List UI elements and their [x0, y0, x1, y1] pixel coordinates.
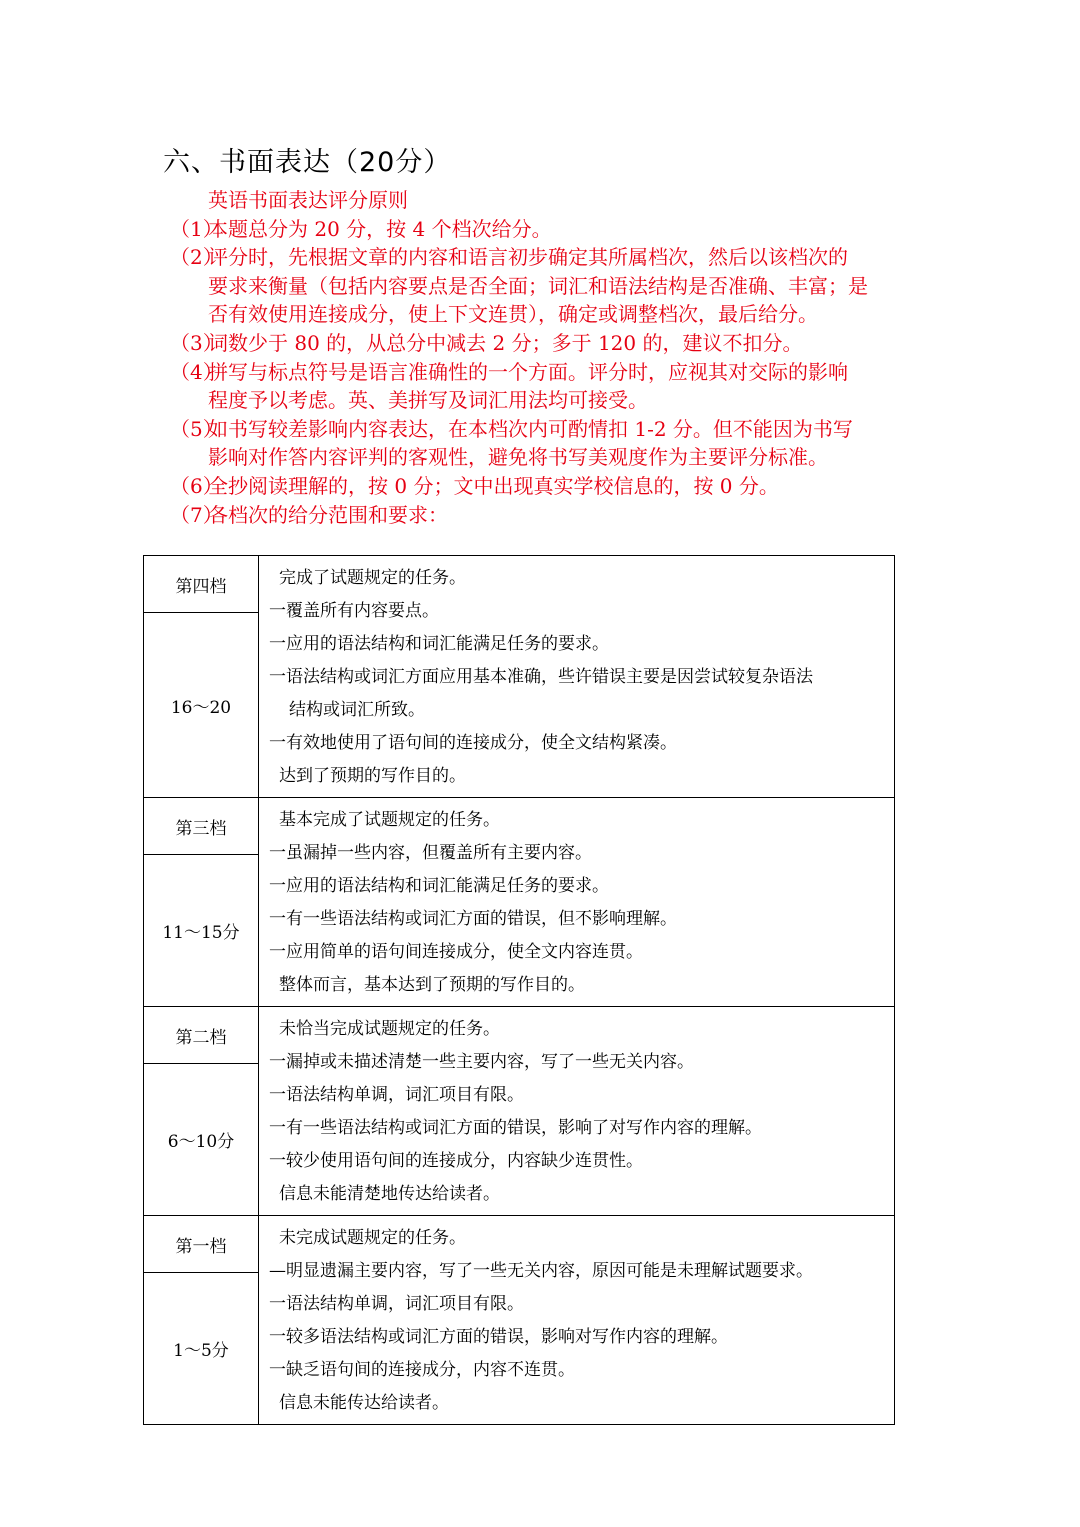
- principle-line: [170, 358, 930, 387]
- principle-number: （2）: [170, 245, 223, 270]
- rubric-band: [144, 1216, 894, 1424]
- principle-item: [170, 472, 930, 501]
- band-criterion: 一应用的语法结构和词汇能满足任务的要求。: [269, 634, 609, 654]
- principle-line: [170, 243, 930, 272]
- band-label-cell: [144, 798, 259, 1006]
- band-description: [259, 798, 894, 1006]
- band-name: 第二档: [144, 1007, 258, 1064]
- principle-line-continued: 否有效使用连接成分，使上下文连贯），确定或调整档次，最后给分。: [208, 302, 818, 327]
- principle-text: 拼写与标点符号是语言准确性的一个方面。评分时，应视其对交际的影响: [208, 359, 848, 384]
- principle-line-continued: 影响对作答内容评判的客观性，避免将书写美观度作为主要评分标准。: [208, 445, 828, 470]
- principle-text: 各档次的给分范围和要求：: [208, 502, 448, 527]
- principle-text: 词数少于 80 的，从总分中减去 2 分；多于 120 的，建议不扣分。: [208, 330, 803, 355]
- principle-item: [170, 501, 930, 530]
- principle-number: （6）: [170, 473, 223, 498]
- rubric-table: [143, 555, 895, 1425]
- band-criterion: 一有一些语法结构或词汇方面的错误，但不影响理解。: [269, 909, 677, 929]
- principle-line: [170, 415, 930, 444]
- band-criterion: 一应用简单的语句间连接成分，使全文内容连贯。: [269, 942, 643, 962]
- band-criterion: 一语法结构单调，词汇项目有限。: [269, 1085, 524, 1105]
- band-criterion: 整体而言，基本达到了预期的写作目的。: [279, 975, 585, 995]
- band-criterion: 一缺乏语句间的连接成分，内容不连贯。: [269, 1360, 575, 1380]
- principles-list: [170, 215, 930, 530]
- rubric-band: [144, 1007, 894, 1216]
- principle-line: [170, 215, 930, 244]
- band-criterion: 信息未能传达给读者。: [279, 1393, 449, 1413]
- principle-line-continued: 程度予以考虑。英、美拼写及词汇用法均可接受。: [208, 388, 648, 413]
- band-criterion: —明显遗漏主要内容，写了一些无关内容，原因可能是未理解试题要求。: [269, 1261, 813, 1281]
- principle-text: 评分时，先根据文章的内容和语言初步确定其所属档次，然后以该档次的: [208, 245, 848, 270]
- rubric-band: [144, 556, 894, 798]
- principle-item: [170, 415, 930, 472]
- band-criterion: 一漏掉或未描述清楚一些主要内容，写了一些无关内容。: [269, 1052, 694, 1072]
- band-name: 第一档: [144, 1216, 258, 1273]
- principle-line: [170, 472, 930, 501]
- band-criterion: 信息未能清楚地传达给读者。: [279, 1184, 500, 1204]
- band-description: [259, 556, 894, 797]
- band-criterion: 一语法结构单调，词汇项目有限。: [269, 1294, 524, 1314]
- band-criterion: 未恰当完成试题规定的任务。: [279, 1019, 500, 1039]
- principle-text: 如书写较差影响内容表达，在本档次内可酌情扣 1-2 分。但不能因为书写: [208, 416, 853, 441]
- band-criterion: 一有效地使用了语句间的连接成分，使全文结构紧凑。: [269, 733, 677, 753]
- principle-number: （5）: [170, 416, 223, 441]
- band-criterion: 结构或词汇所致。: [289, 700, 425, 720]
- band-criterion: 一较多语法结构或词汇方面的错误，影响对写作内容的理解。: [269, 1327, 728, 1347]
- principle-line: [170, 501, 930, 530]
- principle-item: [170, 243, 930, 329]
- band-score-range: 6～10分: [167, 1132, 235, 1152]
- principle-item: [170, 215, 930, 244]
- band-criterion: 一应用的语法结构和词汇能满足任务的要求。: [269, 876, 609, 896]
- band-criterion: 一语法结构或词汇方面应用基本准确，些许错误主要是因尝试较复杂语法: [269, 667, 813, 687]
- band-label-cell: [144, 1216, 259, 1424]
- band-label-cell: [144, 1007, 259, 1215]
- principle-line-continued: 要求来衡量（包括内容要点是否全面；词汇和语法结构是否准确、丰富；是: [208, 273, 868, 298]
- principle-text: 本题总分为 20 分，按 4 个档次给分。: [208, 216, 552, 241]
- band-criterion: 基本完成了试题规定的任务。: [279, 810, 500, 830]
- principle-text: 全抄阅读理解的，按 0 分；文中出现真实学校信息的，按 0 分。: [208, 473, 779, 498]
- band-score-range: 16～20: [170, 697, 232, 718]
- band-criterion: 一有一些语法结构或词汇方面的错误，影响了对写作内容的理解。: [269, 1118, 762, 1138]
- principle-number: （4）: [170, 359, 223, 384]
- principle-item: [170, 329, 930, 358]
- band-criterion: 一虽漏掉一些内容，但覆盖所有主要内容。: [269, 843, 592, 863]
- principles-heading: 英语书面表达评分原则: [208, 188, 408, 212]
- band-description: [259, 1007, 894, 1215]
- band-description: [259, 1216, 894, 1424]
- band-label-cell: [144, 556, 259, 797]
- band-criterion: 未完成试题规定的任务。: [279, 1228, 466, 1248]
- band-criterion: 达到了预期的写作目的。: [279, 766, 466, 786]
- band-name: 第三档: [144, 798, 258, 855]
- principle-item: [170, 358, 930, 415]
- principle-number: （7）: [170, 502, 223, 527]
- band-name: 第四档: [144, 556, 258, 613]
- principle-number: （3）: [170, 330, 223, 355]
- band-criterion: 一覆盖所有内容要点。: [269, 601, 439, 621]
- band-criterion: 完成了试题规定的任务。: [279, 568, 466, 588]
- rubric-band: [144, 798, 894, 1007]
- band-score-range: 11～15分: [162, 923, 240, 943]
- principle-number: （1）: [170, 216, 223, 241]
- scoring-principles: [170, 186, 930, 529]
- section-title: 六、书面表达（20分）: [163, 147, 452, 178]
- band-score-range: 1～5分: [173, 1341, 229, 1361]
- principle-line: [170, 329, 930, 358]
- band-criterion: 一较少使用语句间的连接成分，内容缺少连贯性。: [269, 1151, 643, 1171]
